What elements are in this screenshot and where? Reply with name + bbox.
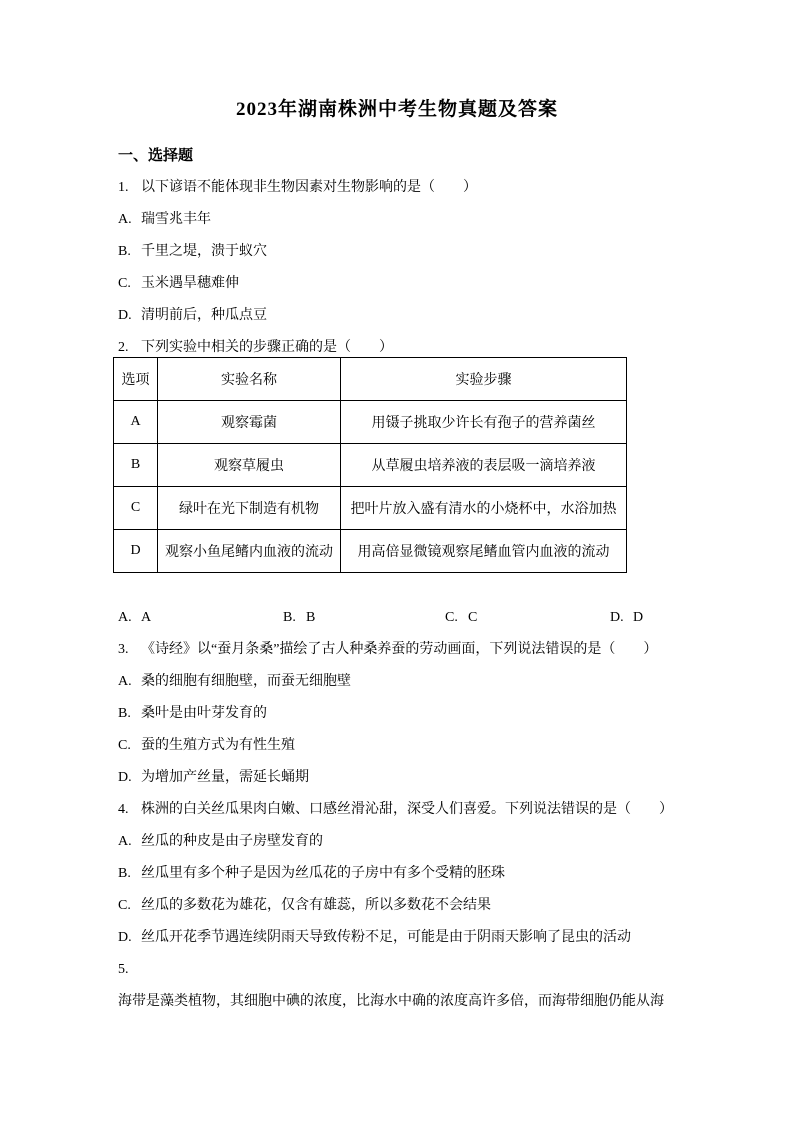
option-label: B. bbox=[118, 244, 131, 259]
cell-experiment-step: 从草履虫培养液的表层吸一滴培养液 bbox=[341, 444, 627, 487]
cell-experiment-step: 用高倍显微镜观察尾鳍血管内血液的流动 bbox=[341, 530, 627, 573]
question-4-number: 4. bbox=[118, 802, 129, 817]
option-label: B. bbox=[118, 706, 131, 721]
question-1-option-c bbox=[118, 275, 676, 293]
header-experiment-step: 实验步骤 bbox=[341, 358, 627, 401]
option-text: C bbox=[468, 610, 478, 625]
option-text: 玉米遇旱穗难伸 bbox=[141, 276, 239, 291]
question-3-option-a bbox=[118, 673, 676, 691]
table-row bbox=[114, 487, 627, 530]
cell-experiment-name: 绿叶在光下制造有机物 bbox=[158, 487, 341, 530]
option-label: A. bbox=[118, 834, 132, 849]
question-1-option-a bbox=[118, 211, 676, 229]
question-3-number: 3. bbox=[118, 642, 129, 657]
option-label: B. bbox=[283, 610, 296, 625]
question-3-stem bbox=[118, 641, 676, 659]
question-3-text: 《诗经》以“蚕月条桑”描绘了古人种桑养蚕的劳动画面，下列说法错误的是（ ） bbox=[141, 642, 658, 657]
question-1-option-d bbox=[118, 307, 676, 325]
option-text: 千里之堤，溃于蚁穴 bbox=[141, 244, 267, 259]
table-row bbox=[114, 401, 627, 444]
question-1-stem bbox=[118, 179, 676, 197]
question-4-option-a bbox=[118, 833, 676, 851]
option-text: 桑的细胞有细胞壁，而蚕无细胞壁 bbox=[141, 674, 351, 689]
option-label: B. bbox=[118, 866, 131, 881]
option-label: C. bbox=[445, 610, 458, 625]
question-3-option-d bbox=[118, 769, 676, 787]
cell-experiment-name: 观察小鱼尾鳍内血液的流动 bbox=[158, 530, 341, 573]
section-heading-multiple-choice: 一、选择题 bbox=[118, 148, 194, 164]
question-4-option-c bbox=[118, 897, 676, 915]
cell-experiment-step: 把叶片放入盛有清水的小烧杯中，水浴加热 bbox=[341, 487, 627, 530]
header-option: 选项 bbox=[114, 358, 158, 401]
option-text: 丝瓜的多数花为雄花，仅含有雄蕊，所以多数花不会结果 bbox=[141, 898, 491, 913]
option-text: D bbox=[633, 610, 644, 625]
question-2-option-c bbox=[445, 609, 477, 627]
option-text: 为增加产丝量，需延长蛹期 bbox=[141, 770, 309, 785]
header-experiment-name: 实验名称 bbox=[158, 358, 341, 401]
option-text: 丝瓜开花季节遇连续阴雨天导致传粉不足，可能是由于阴雨天影响了昆虫的活动 bbox=[141, 930, 631, 945]
question-1-option-b bbox=[118, 243, 676, 261]
question-2-text: 下列实验中相关的步骤正确的是（ ） bbox=[141, 340, 393, 355]
question-1-number: 1. bbox=[118, 180, 129, 195]
question-2-number: 2. bbox=[118, 340, 129, 355]
question-2-option-b bbox=[283, 609, 315, 627]
question-4-option-b bbox=[118, 865, 676, 883]
option-label: C. bbox=[118, 898, 131, 913]
question-2-stem bbox=[118, 339, 676, 357]
option-label: D. bbox=[118, 770, 132, 785]
table-row bbox=[114, 530, 627, 573]
question-5-continuation bbox=[118, 993, 676, 1011]
question-5-number-line bbox=[118, 961, 676, 979]
cell-option: D bbox=[114, 530, 158, 573]
option-text: 丝瓜里有多个种子是因为丝瓜花的子房中有多个受精的胚珠 bbox=[141, 866, 505, 881]
option-label: D. bbox=[118, 308, 132, 323]
option-text: 瑞雪兆丰年 bbox=[141, 212, 211, 227]
option-text: 桑叶是由叶芽发育的 bbox=[141, 706, 267, 721]
option-label: D. bbox=[118, 930, 132, 945]
cell-experiment-step: 用镊子挑取少许长有孢子的营养菌丝 bbox=[341, 401, 627, 444]
question-4-option-d bbox=[118, 929, 676, 947]
question-5-text: 海带是藻类植物，其细胞中碘的浓度，比海水中确的浓度高许多倍，而海带细胞仍能从海 bbox=[118, 994, 664, 1009]
option-label: A. bbox=[118, 212, 132, 227]
option-text: 清明前后，种瓜点豆 bbox=[141, 308, 267, 323]
cell-option: C bbox=[114, 487, 158, 530]
question-3-option-b bbox=[118, 705, 676, 723]
experiment-table bbox=[113, 357, 627, 573]
option-label: A. bbox=[118, 674, 132, 689]
question-2-answer-options-row bbox=[118, 609, 676, 627]
cell-experiment-name: 观察草履虫 bbox=[158, 444, 341, 487]
question-1-text: 以下谚语不能体现非生物因素对生物影响的是（ ） bbox=[141, 180, 477, 195]
question-3-option-c bbox=[118, 737, 676, 755]
option-text: 蚕的生殖方式为有性生殖 bbox=[141, 738, 295, 753]
table-row bbox=[114, 444, 627, 487]
option-label: C. bbox=[118, 738, 131, 753]
cell-option: B bbox=[114, 444, 158, 487]
question-4-text: 株洲的白关丝瓜果肉白嫩、口感丝滑沁甜，深受人们喜爱。下列说法错误的是（ ） bbox=[141, 802, 673, 817]
question-2-option-a bbox=[118, 609, 151, 627]
option-text: 丝瓜的种皮是由子房壁发育的 bbox=[141, 834, 323, 849]
option-text: B bbox=[306, 610, 316, 625]
option-text: A bbox=[141, 610, 152, 625]
option-label: C. bbox=[118, 276, 131, 291]
option-label: A. bbox=[118, 610, 132, 625]
question-2-option-d bbox=[610, 609, 643, 627]
question-4-stem bbox=[118, 801, 676, 819]
option-label: D. bbox=[610, 610, 624, 625]
experiment-table-header-row bbox=[114, 358, 627, 401]
cell-experiment-name: 观察霉菌 bbox=[158, 401, 341, 444]
question-5-number: 5. bbox=[118, 962, 129, 977]
cell-option: A bbox=[114, 401, 158, 444]
document-title: 2023年湖南株洲中考生物真题及答案 bbox=[235, 99, 558, 120]
